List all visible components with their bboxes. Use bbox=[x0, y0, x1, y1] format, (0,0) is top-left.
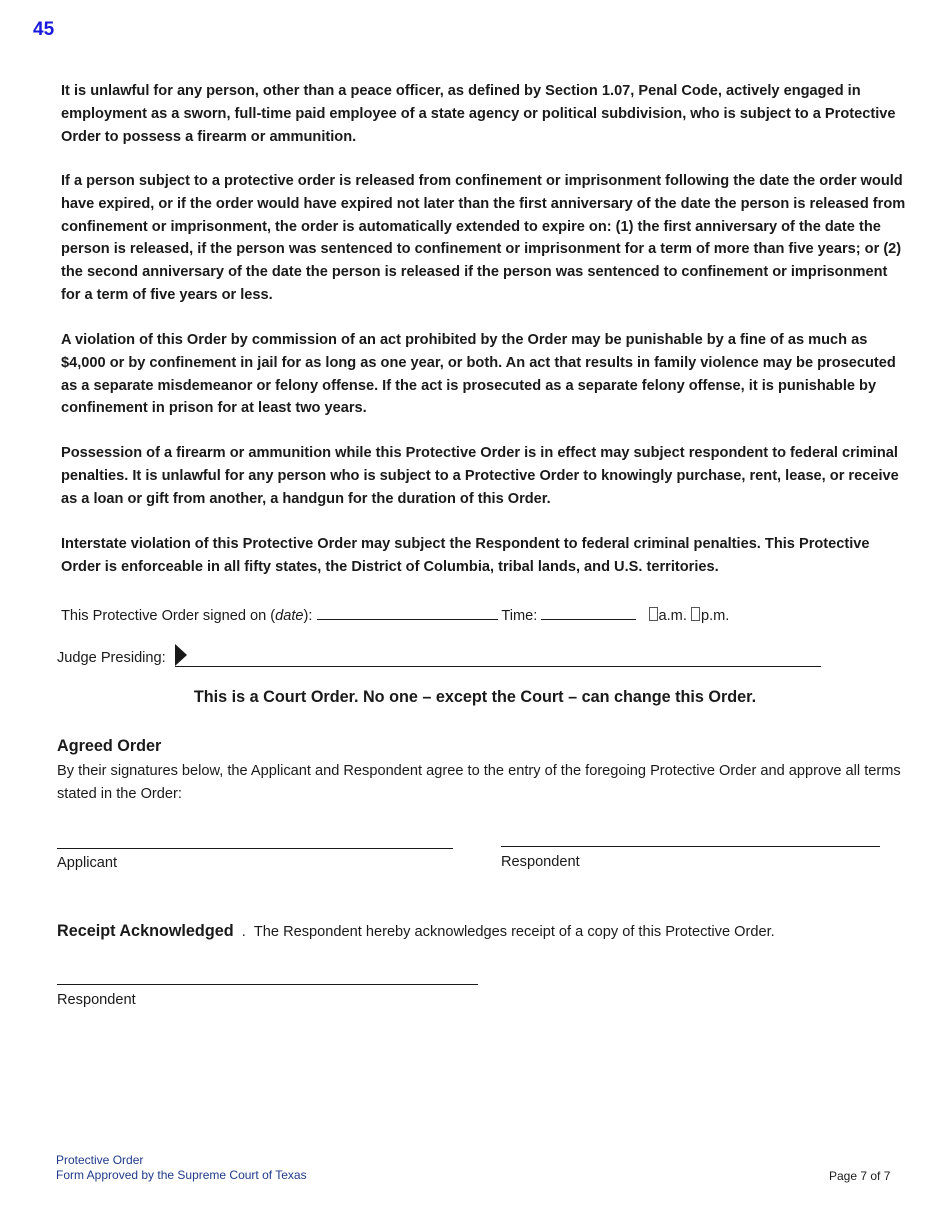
footer-form-name: Protective Order bbox=[56, 1153, 144, 1167]
signed-suffix: ): bbox=[303, 608, 313, 624]
receipt-respondent-label: Respondent bbox=[57, 992, 136, 1008]
interstate-paragraph: Interstate violation of this Protective Order may subject the Respondent to federal criminal penalties. This Protective Order is enforceable in all fifty states, the District of Columbia, tribal lands, and U.S. territories. bbox=[61, 536, 870, 575]
violation-paragraph: A violation of this Order by commission of an act prohibited by the Order may be punishable by a fine of as much as $4,000 or by confinement in jail for as long as one year, or both. An act that results in family violence may be prosecuted as a separate misdemeanor or felony offense. If the act is prosecuted as a separate felony offense, it is punishable by confinement in prison for at least two years. bbox=[61, 332, 896, 417]
court-order-notice: This is a Court Order. No one – except the Court – can change this Order. bbox=[193, 688, 757, 706]
date-field[interactable] bbox=[317, 605, 498, 620]
extension-paragraph: If a person subject to a protective order is released from confinement or imprisonment following the date the order would have expired, or if the order would have expired not later than the first anniversary of the date the person is released from confinement or imprisonment, the order is automatically extended to expire on: (1) the first anniversary of the date the person is released, if the person was sentenced to confinement or imprisonment for a term of more than five years; or (2) the second anniversary of the date the person is released if the person was sentenced to confinement or imprisonment for a term of five years or less. bbox=[61, 173, 906, 303]
judge-signature-line[interactable] bbox=[175, 666, 821, 667]
applicant-signature-line[interactable] bbox=[57, 848, 453, 849]
agreed-order-text: By their signatures below, the Applicant and Respondent agree to the entry of the foregoing Protective Order and approve all terms stated in the Order: bbox=[57, 763, 901, 802]
applicant-label: Applicant bbox=[57, 855, 118, 871]
receipt-row: Receipt Acknowledged . The Respondent hereby acknowledges receipt of a copy of this Protective Order. bbox=[57, 922, 775, 940]
judge-label: Judge Presiding: bbox=[57, 650, 166, 666]
footer-page-count: Page 7 of 7 bbox=[829, 1169, 891, 1183]
page-number: 45 bbox=[33, 19, 55, 40]
federal-penalty-paragraph: Possession of a firearm or ammunition while this Protective Order is in effect may subject respondent to federal criminal penalties. It is unlawful for any person who is subject to a Protective Order to knowingly purchase, rent, lease, or receive as a loan or gift from another, a handgun for the duration of this Order. bbox=[61, 445, 899, 507]
respondent-label: Respondent bbox=[501, 854, 580, 870]
sign-here-arrow-icon bbox=[175, 644, 187, 666]
footer-approval: Form Approved by the Supreme Court of Texas bbox=[56, 1168, 307, 1182]
signed-date-word: date bbox=[275, 608, 304, 624]
receipt-text: The Respondent hereby acknowledges receipt of a copy of this Protective Order. bbox=[253, 924, 775, 940]
time-label: Time: bbox=[501, 608, 538, 624]
firearm-paragraph: It is unlawful for any person, other than a peace officer, as defined by Section 1.07, Penal Code, actively engaged in employment as a sworn, full-time paid employee of a state agency or political subdivision, who is subject to a Protective Order to possess a firearm or ammunition. bbox=[61, 83, 896, 145]
signed-prefix: This Protective Order signed on ( bbox=[61, 608, 276, 624]
respondent-signature-line[interactable] bbox=[501, 846, 880, 847]
receipt-signature-line[interactable] bbox=[57, 984, 478, 985]
footer-form-info bbox=[56, 1153, 307, 1183]
receipt-title: Receipt Acknowledged bbox=[57, 922, 234, 940]
time-field[interactable] bbox=[541, 605, 636, 620]
signed-date-row bbox=[61, 605, 729, 624]
pm-checkbox[interactable] bbox=[691, 607, 700, 621]
pm-label: p.m. bbox=[700, 608, 730, 624]
agreed-order-title: Agreed Order bbox=[57, 737, 162, 755]
am-label: a.m. bbox=[658, 608, 687, 624]
am-checkbox[interactable] bbox=[649, 607, 658, 621]
